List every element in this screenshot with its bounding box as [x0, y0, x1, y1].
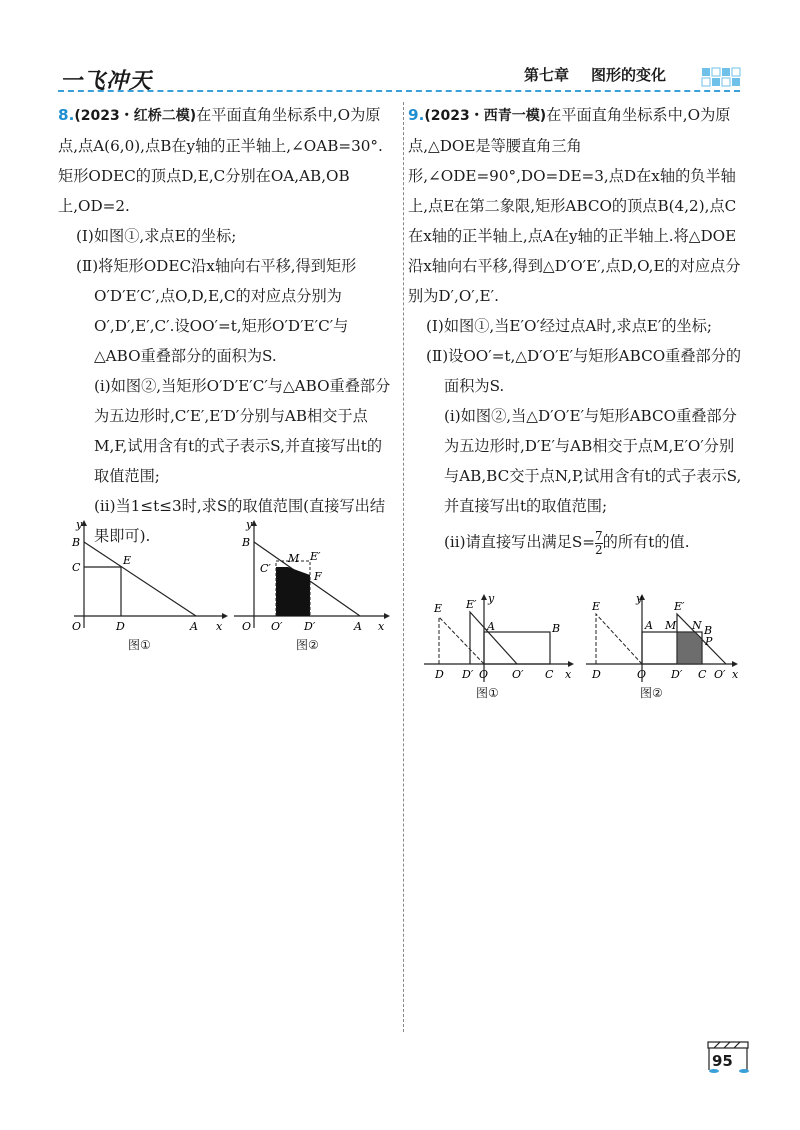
label: E: [434, 602, 443, 615]
fraction: [595, 530, 603, 557]
label: C′: [260, 562, 271, 575]
label: E: [123, 554, 132, 567]
label: O′: [512, 668, 524, 681]
label: F: [314, 570, 322, 583]
p9-figure-2: [586, 592, 746, 696]
problem-number: 9.: [408, 106, 425, 124]
p8-figure-2: [228, 516, 398, 640]
problem-statement: 在平面直角坐标系中,O为原点,点A(6,0),点B在y轴的正半轴上,∠OAB=30°.矩形ODEC的顶点D,E,C分别在OA,AB,OB上,OD=2.: [58, 106, 383, 215]
question-text: (ⅱ)请直接写出满足S=: [444, 533, 596, 551]
label: x: [216, 620, 223, 633]
problem-9-intro: [408, 100, 744, 311]
label: E′: [674, 600, 685, 613]
question-1: (Ⅰ)如图①,求点E的坐标;: [76, 227, 237, 245]
question-2-i: (ⅰ)如图②,当△D′O′E′与矩形ABCO重叠部分为五边形时,D′E′与AB相交于点M,E′O′分别与AB,BC交于点N,P,试用含有t的式子表示S,并直接写出t的取值范围;: [444, 407, 742, 515]
label: P: [705, 635, 713, 648]
label: E: [592, 600, 601, 613]
page-number: 95: [712, 1052, 733, 1070]
label: B: [552, 622, 561, 635]
label: N: [692, 619, 702, 632]
label: O′: [714, 668, 726, 681]
question-2-ii: [408, 527, 744, 557]
question-text: 的所有t的值.: [602, 533, 690, 551]
label: D′: [462, 668, 474, 681]
problem-number: 8.: [58, 106, 75, 124]
page-header: [0, 0, 800, 100]
label: O: [637, 668, 647, 681]
label: O′: [271, 620, 283, 633]
chapter-number: 第七章: [524, 66, 570, 84]
figure-caption: 图①: [128, 638, 151, 652]
figure-caption: 图①: [476, 686, 499, 700]
label: A: [487, 620, 495, 633]
label: A: [645, 619, 653, 632]
figure-caption: 图②: [640, 686, 663, 700]
column-divider: [403, 102, 404, 1032]
fraction-numerator: 7: [595, 528, 603, 543]
label: B: [72, 536, 81, 549]
problem-statement: 在平面直角坐标系中,O为原点,△DOE是等腰直角三角形,∠ODE=90°,DO=DE=3,点D在x轴的负半轴上,点E在第二象限,矩形ABCO的顶点B(4,2),点C在x轴的正半轴上,点A在y轴的正半轴上.将△DOE沿x轴向右平移,得到△D′O′E′,点D,O,E的对应点分别为D′,O′,E′.: [408, 106, 741, 305]
label: C: [698, 668, 707, 681]
label: E′: [466, 598, 477, 611]
label: A: [354, 620, 362, 633]
chapter-heading: [524, 64, 666, 85]
label: M: [288, 552, 300, 565]
p8-figure-1: [62, 516, 232, 640]
question-2: (Ⅱ)设OO′=t,△D′O′E′与矩形ABCO重叠部分的面积为S.: [426, 347, 742, 395]
figure-caption: 图②: [296, 638, 319, 652]
question-2-i: (ⅰ)如图②,当矩形O′D′E′C′与△ABO重叠部分为五边形时,C′E′,E′D′分别与AB相交于点M,F,试用含有t的式子表示S,并直接写出t的取值范围;: [94, 377, 391, 485]
fraction-denominator: 2: [595, 542, 603, 557]
label: O: [479, 668, 489, 681]
label: M: [665, 619, 677, 632]
brand-logo: 一飞冲天: [60, 69, 153, 94]
label: x: [732, 668, 739, 681]
problem-9: [408, 100, 744, 557]
label: x: [565, 668, 572, 681]
label: B: [704, 624, 713, 637]
label: y: [636, 592, 643, 605]
label: D′: [304, 620, 316, 633]
problem-source: (2023・红桥二模): [74, 108, 197, 124]
label: O: [72, 620, 82, 633]
p9-figure-1: [424, 592, 584, 696]
problem-8-intro: [58, 100, 394, 221]
label: y: [488, 592, 495, 605]
chapter-title: 图形的变化: [591, 66, 667, 84]
label: D: [592, 668, 601, 681]
problem-source: (2023・西青一模): [424, 108, 547, 124]
decorative-squares-icon: [700, 60, 744, 90]
label: A: [190, 620, 198, 633]
label: B: [242, 536, 251, 549]
label: y: [76, 518, 83, 531]
label: C: [72, 561, 81, 574]
label: E′: [310, 550, 321, 563]
header-divider: [58, 90, 740, 92]
label: x: [378, 620, 385, 633]
label: C: [545, 668, 554, 681]
question-1: (Ⅰ)如图①,当E′O′经过点A时,求点E′的坐标;: [426, 317, 712, 335]
label: D: [435, 668, 444, 681]
question-2-ii: (ⅱ)当1≤t≤3时,求S的取值范围(直接写出结果即可).: [94, 497, 386, 545]
label: D′: [671, 668, 683, 681]
label: D: [116, 620, 125, 633]
label: O: [242, 620, 252, 633]
problem-8: [58, 100, 394, 551]
label: y: [246, 518, 253, 531]
question-2: (Ⅱ)将矩形ODEC沿x轴向右平移,得到矩形O′D′E′C′,点O,D,E,C的对应点分别为O′,D′,E′,C′.设OO′=t,矩形O′D′E′C′与△ABO重叠部分的面积为S.: [76, 257, 357, 365]
